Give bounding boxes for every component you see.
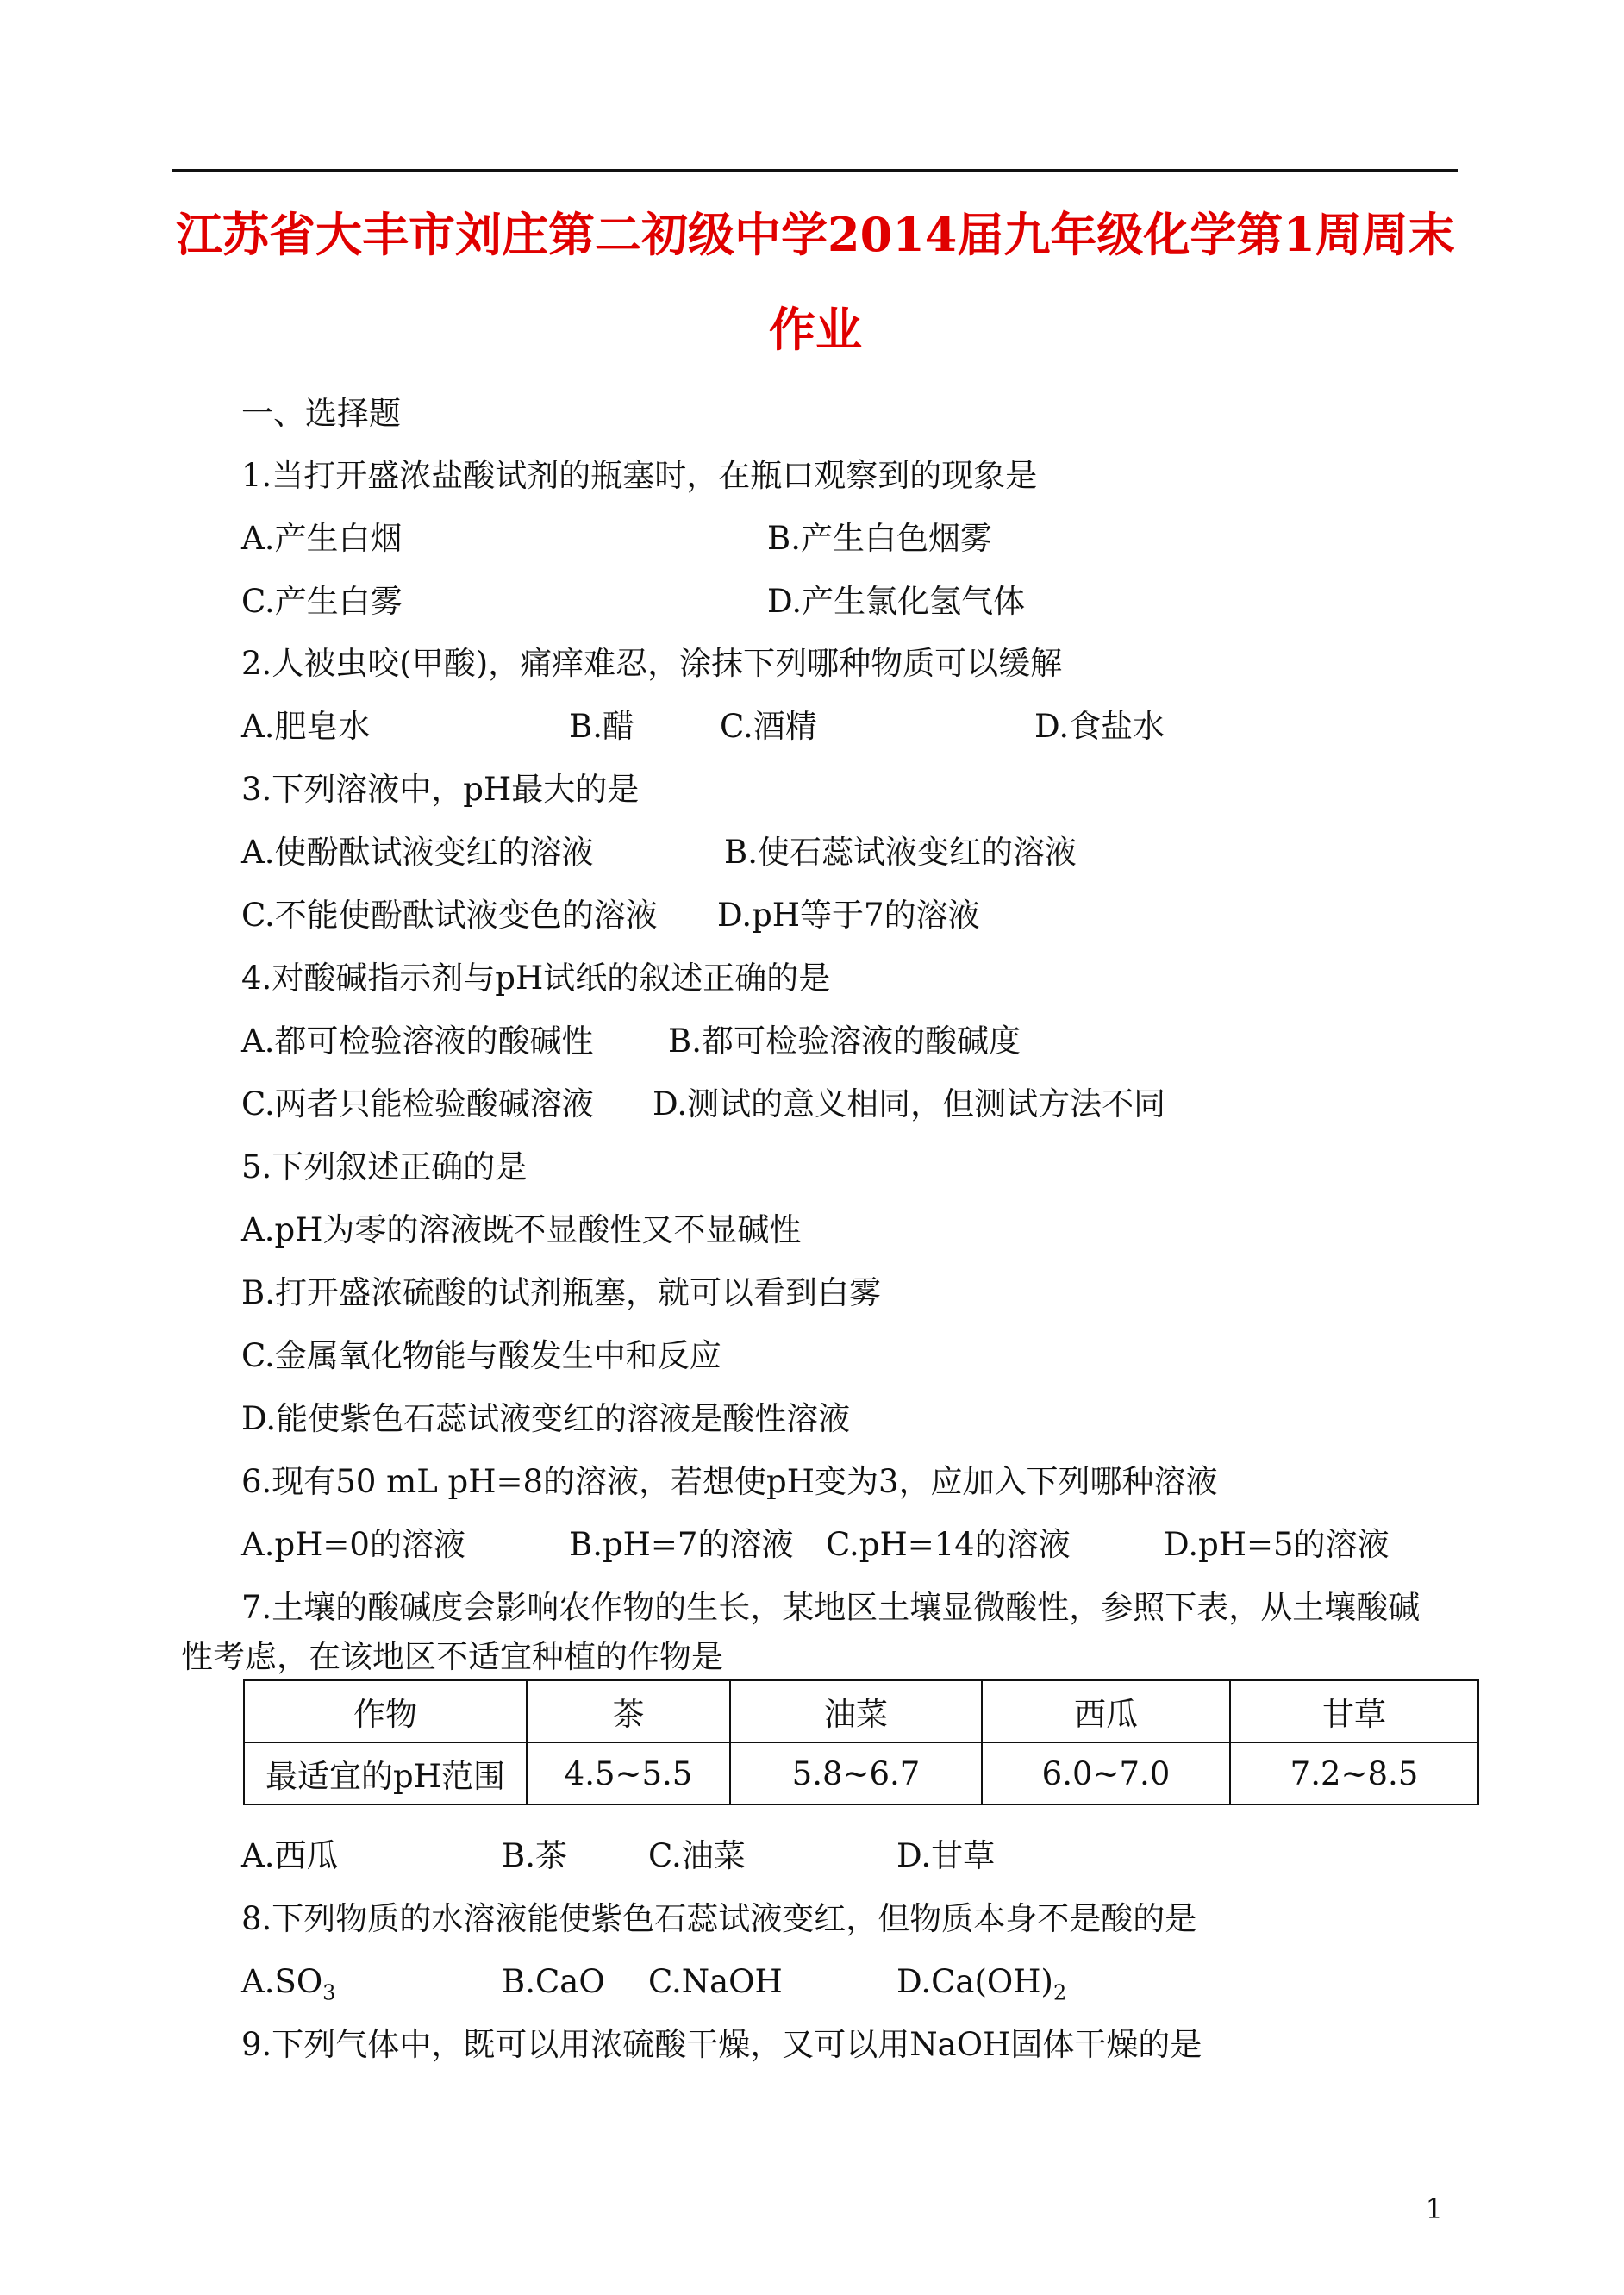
table-header-row — [244, 1680, 1478, 1742]
q4-option-d: D.测试的意义相同，但测试方法不同 — [653, 1085, 1166, 1122]
q2-option-b: B.醋 — [569, 708, 634, 745]
q3-option-a: A.使酚酞试液变红的溶液 — [241, 834, 594, 871]
table-cell: 甘草 — [1230, 1680, 1478, 1742]
question-7-line1: 7.土壤的酸碱度会影响农作物的生长，某地区土壤显微酸性，参照下表，从土壤酸碱 — [241, 1589, 1421, 1626]
table-cell: 作物 — [244, 1680, 527, 1742]
q6-option-d: D.pH=5的溶液 — [1164, 1526, 1390, 1563]
question-8: 8.下列物质的水溶液能使紫色石蕊试液变红，但物质本身不是酸的是 — [241, 1900, 1197, 1937]
q5-option-b: B.打开盛浓硫酸的试剂瓶塞，就可以看到白雾 — [241, 1274, 881, 1311]
q8-option-c: C.NaOH — [648, 1963, 783, 2000]
q6-option-a: A.pH=0的溶液 — [241, 1526, 465, 1563]
q1-option-c: C.产生白雾 — [241, 583, 403, 620]
question-6: 6.现有50 mL pH=8的溶液，若想使pH变为3，应加入下列哪种溶液 — [241, 1463, 1218, 1500]
q7-option-c: C.油菜 — [648, 1837, 746, 1874]
q3-option-b: B.使石蕊试液变红的溶液 — [724, 834, 1077, 871]
q2-option-c: C.酒精 — [720, 708, 817, 745]
table-cell: 西瓜 — [982, 1680, 1230, 1742]
q3-option-c: C.不能使酚酞试液变色的溶液 — [241, 897, 658, 934]
table-cell: 油菜 — [730, 1680, 982, 1742]
table-cell: 茶 — [527, 1680, 730, 1742]
q8-option-d-text: D.Ca(OH) — [896, 1963, 1053, 2000]
question-2: 2.人被虫咬(甲酸)，痛痒难忍，涂抹下列哪种物质可以缓解 — [241, 645, 1063, 682]
q1-option-a: A.产生白烟 — [241, 520, 403, 557]
q7-option-d: D.甘草 — [896, 1837, 996, 1874]
q6-option-c: C.pH=14的溶液 — [826, 1526, 1071, 1563]
section-heading: 一、选择题 — [241, 395, 401, 432]
q4-option-c: C.两者只能检验酸碱溶液 — [241, 1085, 594, 1122]
q2-option-a: A.肥皂水 — [241, 708, 371, 745]
q4-option-a: A.都可检验溶液的酸碱性 — [241, 1022, 594, 1060]
question-5: 5.下列叙述正确的是 — [241, 1148, 528, 1185]
q7-option-a: A.西瓜 — [241, 1837, 339, 1874]
q4-option-b: B.都可检验溶液的酸碱度 — [668, 1022, 1021, 1060]
subscript: 3 — [322, 1980, 336, 2005]
q8-option-b: B.CaO — [502, 1963, 605, 2000]
q1-option-b: B.产生白色烟雾 — [767, 520, 992, 557]
q1-option-d: D.产生氯化氢气体 — [767, 583, 1026, 620]
q6-option-b: B.pH=7的溶液 — [569, 1526, 794, 1563]
question-9: 9.下列气体中，既可以用浓硫酸干燥，又可以用NaOH固体干燥的是 — [241, 2026, 1202, 2063]
document-title-line1: 江苏省大丰市刘庄第二初级中学2014届九年级化学第1周周末 — [176, 207, 1455, 262]
q7-option-b: B.茶 — [502, 1837, 567, 1874]
header-rule — [172, 169, 1458, 172]
subscript: 2 — [1052, 1980, 1067, 2005]
table-row — [244, 1742, 1478, 1804]
q8-option-d — [896, 1963, 1066, 2005]
table-cell: 7.2~8.5 — [1230, 1742, 1478, 1804]
question-1: 1.当打开盛浓盐酸试剂的瓶塞时，在瓶口观察到的现象是 — [241, 457, 1038, 494]
page-number: 1 — [1425, 2192, 1443, 2225]
q8-option-a — [241, 1963, 335, 2005]
document-title-line2: 作业 — [769, 302, 862, 357]
q8-option-a-text: A.SO — [241, 1963, 323, 2000]
table-cell: 4.5~5.5 — [527, 1742, 730, 1804]
table-cell: 5.8~6.7 — [730, 1742, 982, 1804]
q3-option-d: D.pH等于7的溶液 — [717, 897, 980, 934]
q5-option-c: C.金属氧化物能与酸发生中和反应 — [241, 1337, 721, 1374]
q2-option-d: D.食盐水 — [1034, 708, 1165, 745]
q5-option-d: D.能使紫色石蕊试液变红的溶液是酸性溶液 — [241, 1400, 851, 1437]
question-7-line2: 性考虑，在该地区不适宜种植的作物是 — [181, 1638, 723, 1675]
question-3: 3.下列溶液中，pH最大的是 — [241, 771, 640, 808]
question-4: 4.对酸碱指示剂与pH试纸的叙述正确的是 — [241, 960, 831, 997]
table-cell: 6.0~7.0 — [982, 1742, 1230, 1804]
q5-option-a: A.pH为零的溶液既不显酸性又不显碱性 — [241, 1211, 802, 1248]
table-cell: 最适宜的pH范围 — [244, 1742, 527, 1804]
ph-table — [243, 1679, 1479, 1805]
